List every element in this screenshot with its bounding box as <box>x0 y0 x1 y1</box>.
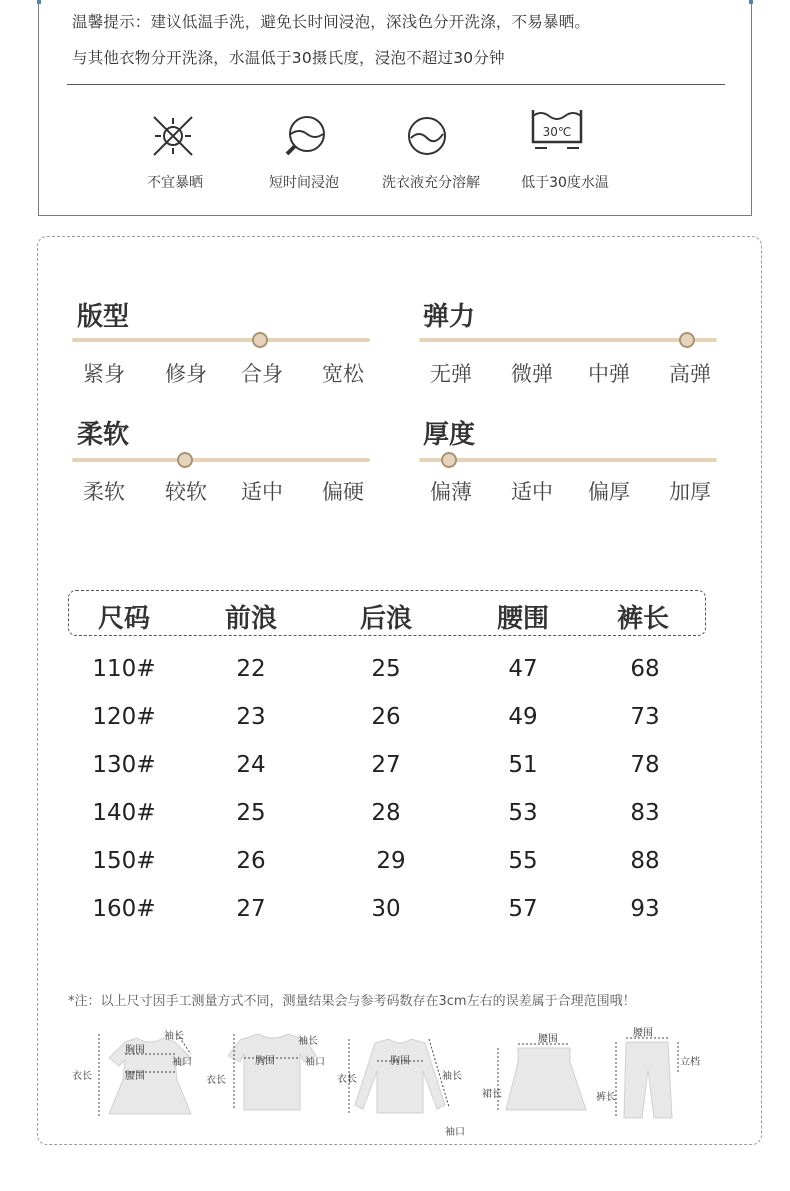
corner-tab-right <box>749 0 753 4</box>
size-table-cell: 27 <box>236 896 266 922</box>
fit-option: 合身 <box>241 362 283 386</box>
fit-option: 宽松 <box>322 362 364 386</box>
longsleeve-diagram-icon <box>345 1035 455 1130</box>
longsleeve-label-sleeve: 袖长 <box>442 1071 462 1082</box>
fit-slider-knob <box>252 332 268 348</box>
corner-tab-left <box>37 0 41 4</box>
size-table-cell: 57 <box>508 896 538 922</box>
no-sun-icon <box>149 112 197 160</box>
size-table-cell: 28 <box>371 800 401 826</box>
size-table-cell: 26 <box>371 704 401 730</box>
size-table-header-cell: 后浪 <box>359 604 413 634</box>
size-table-cell: 93 <box>630 896 660 922</box>
size-table-cell: 51 <box>508 752 538 778</box>
size-table-cell: 49 <box>508 704 538 730</box>
attr-title-thickness: 厚度 <box>423 420 476 450</box>
tshirt-label-cuff: 袖口 <box>305 1057 325 1068</box>
dress-label-waist: 腰围 <box>125 1071 145 1082</box>
size-table-cell: 53 <box>508 800 538 826</box>
thickness-option: 偏厚 <box>588 480 630 504</box>
dress-label-length: 衣长 <box>72 1071 92 1082</box>
thickness-slider-knob <box>441 452 457 468</box>
fit-option: 修身 <box>165 362 207 386</box>
size-table-header-cell: 尺码 <box>97 604 151 634</box>
pants-label-waist: 腰围 <box>633 1028 653 1039</box>
wash-30c-icon <box>529 106 589 160</box>
fit-slider-track <box>72 338 370 342</box>
care-divider <box>67 84 725 85</box>
skirt-diagram-icon <box>490 1040 595 1120</box>
size-table-cell: 25 <box>236 800 266 826</box>
elasticity-option: 无弹 <box>430 362 472 386</box>
size-table-cell: 140# <box>92 800 156 826</box>
softness-option: 适中 <box>241 480 283 504</box>
size-table-cell: 47 <box>508 656 538 682</box>
size-table-cell: 23 <box>236 704 266 730</box>
size-table-cell: 29 <box>376 848 406 874</box>
dress-label-cuff: 袖口 <box>172 1057 192 1068</box>
softness-option: 较软 <box>165 480 207 504</box>
pants-diagram-icon <box>608 1030 688 1125</box>
skirt-label-length: 裙长 <box>482 1089 502 1100</box>
attr-title-softness: 柔软 <box>77 420 130 450</box>
softness-option: 偏硬 <box>322 480 364 504</box>
thickness-option: 适中 <box>511 480 553 504</box>
size-table-cell: 25 <box>371 656 401 682</box>
dress-label-sleeve: 袖长 <box>164 1031 184 1042</box>
size-table-cell: 83 <box>630 800 660 826</box>
elasticity-option: 微弹 <box>511 362 553 386</box>
attr-title-fit: 版型 <box>77 302 130 332</box>
measurement-note: *注：以上尺寸因手工测量方式不同，测量结果会与参考码数存在3cm左右的误差属于合理范围哦！ <box>68 994 636 1009</box>
size-table-cell: 27 <box>371 752 401 778</box>
size-table-header-cell: 腰围 <box>496 604 550 634</box>
care-label-detergent: 洗衣液充分溶解 <box>382 175 480 191</box>
size-table-cell: 68 <box>630 656 660 682</box>
size-table-cell: 30 <box>371 896 401 922</box>
softness-option: 柔软 <box>83 480 125 504</box>
care-tip-line-1: 温馨提示：建议低温手洗，避免长时间浸泡，深浅色分开洗涤，不易暴晒。 <box>72 13 591 31</box>
longsleeve-label-cuff: 袖口 <box>445 1127 465 1138</box>
care-label-no-sun: 不宜暴晒 <box>147 175 203 191</box>
tshirt-label-chest: 胸围 <box>255 1056 275 1067</box>
size-table-cell: 55 <box>508 848 538 874</box>
size-table-cell: 110# <box>92 656 156 682</box>
skirt-label-waist: 腰围 <box>538 1034 558 1045</box>
care-tip-line-2: 与其他衣物分开洗涤，水温低于30摄氏度，浸泡不超过30分钟 <box>72 49 505 67</box>
softness-slider-track <box>72 458 370 462</box>
tshirt-label-length: 衣长 <box>206 1075 226 1086</box>
dress-diagram-icon <box>95 1030 205 1120</box>
thickness-slider-track <box>419 458 717 462</box>
softness-slider-knob <box>177 452 193 468</box>
elasticity-slider-knob <box>679 332 695 348</box>
size-table-header-cell: 前浪 <box>224 604 278 634</box>
pants-label-length: 裤长 <box>596 1092 616 1103</box>
pants-label-rise: 立档 <box>680 1057 700 1068</box>
fit-option: 紧身 <box>83 362 125 386</box>
size-table-header-cell: 裤长 <box>616 604 670 634</box>
care-label-wash-temp: 低于30度水温 <box>521 175 609 191</box>
thickness-option: 加厚 <box>669 480 711 504</box>
care-label-short-soak: 短时间浸泡 <box>269 175 339 191</box>
size-table-cell: 88 <box>630 848 660 874</box>
dress-label-chest: 胸围 <box>125 1045 145 1056</box>
longsleeve-label-length: 衣长 <box>337 1074 357 1085</box>
thickness-option: 偏薄 <box>430 480 472 504</box>
size-table-cell: 130# <box>92 752 156 778</box>
size-table-cell: 150# <box>92 848 156 874</box>
detergent-dissolve-icon <box>403 112 451 160</box>
tshirt-label-sleeve: 袖长 <box>298 1036 318 1047</box>
elasticity-option: 中弹 <box>588 362 630 386</box>
attr-title-elasticity: 弹力 <box>423 302 476 332</box>
elasticity-option: 高弹 <box>669 362 711 386</box>
size-table-cell: 73 <box>630 704 660 730</box>
care-instructions-box <box>38 0 752 216</box>
size-table-cell: 26 <box>236 848 266 874</box>
size-table-cell: 160# <box>92 896 156 922</box>
size-table-cell: 78 <box>630 752 660 778</box>
longsleeve-label-chest: 胸围 <box>390 1056 410 1067</box>
short-soak-icon <box>281 112 329 160</box>
elasticity-slider-track <box>419 338 717 342</box>
wash-temp-badge: 30℃ <box>542 125 572 139</box>
size-table-cell: 22 <box>236 656 266 682</box>
size-table-cell: 120# <box>92 704 156 730</box>
size-table-cell: 24 <box>236 752 266 778</box>
